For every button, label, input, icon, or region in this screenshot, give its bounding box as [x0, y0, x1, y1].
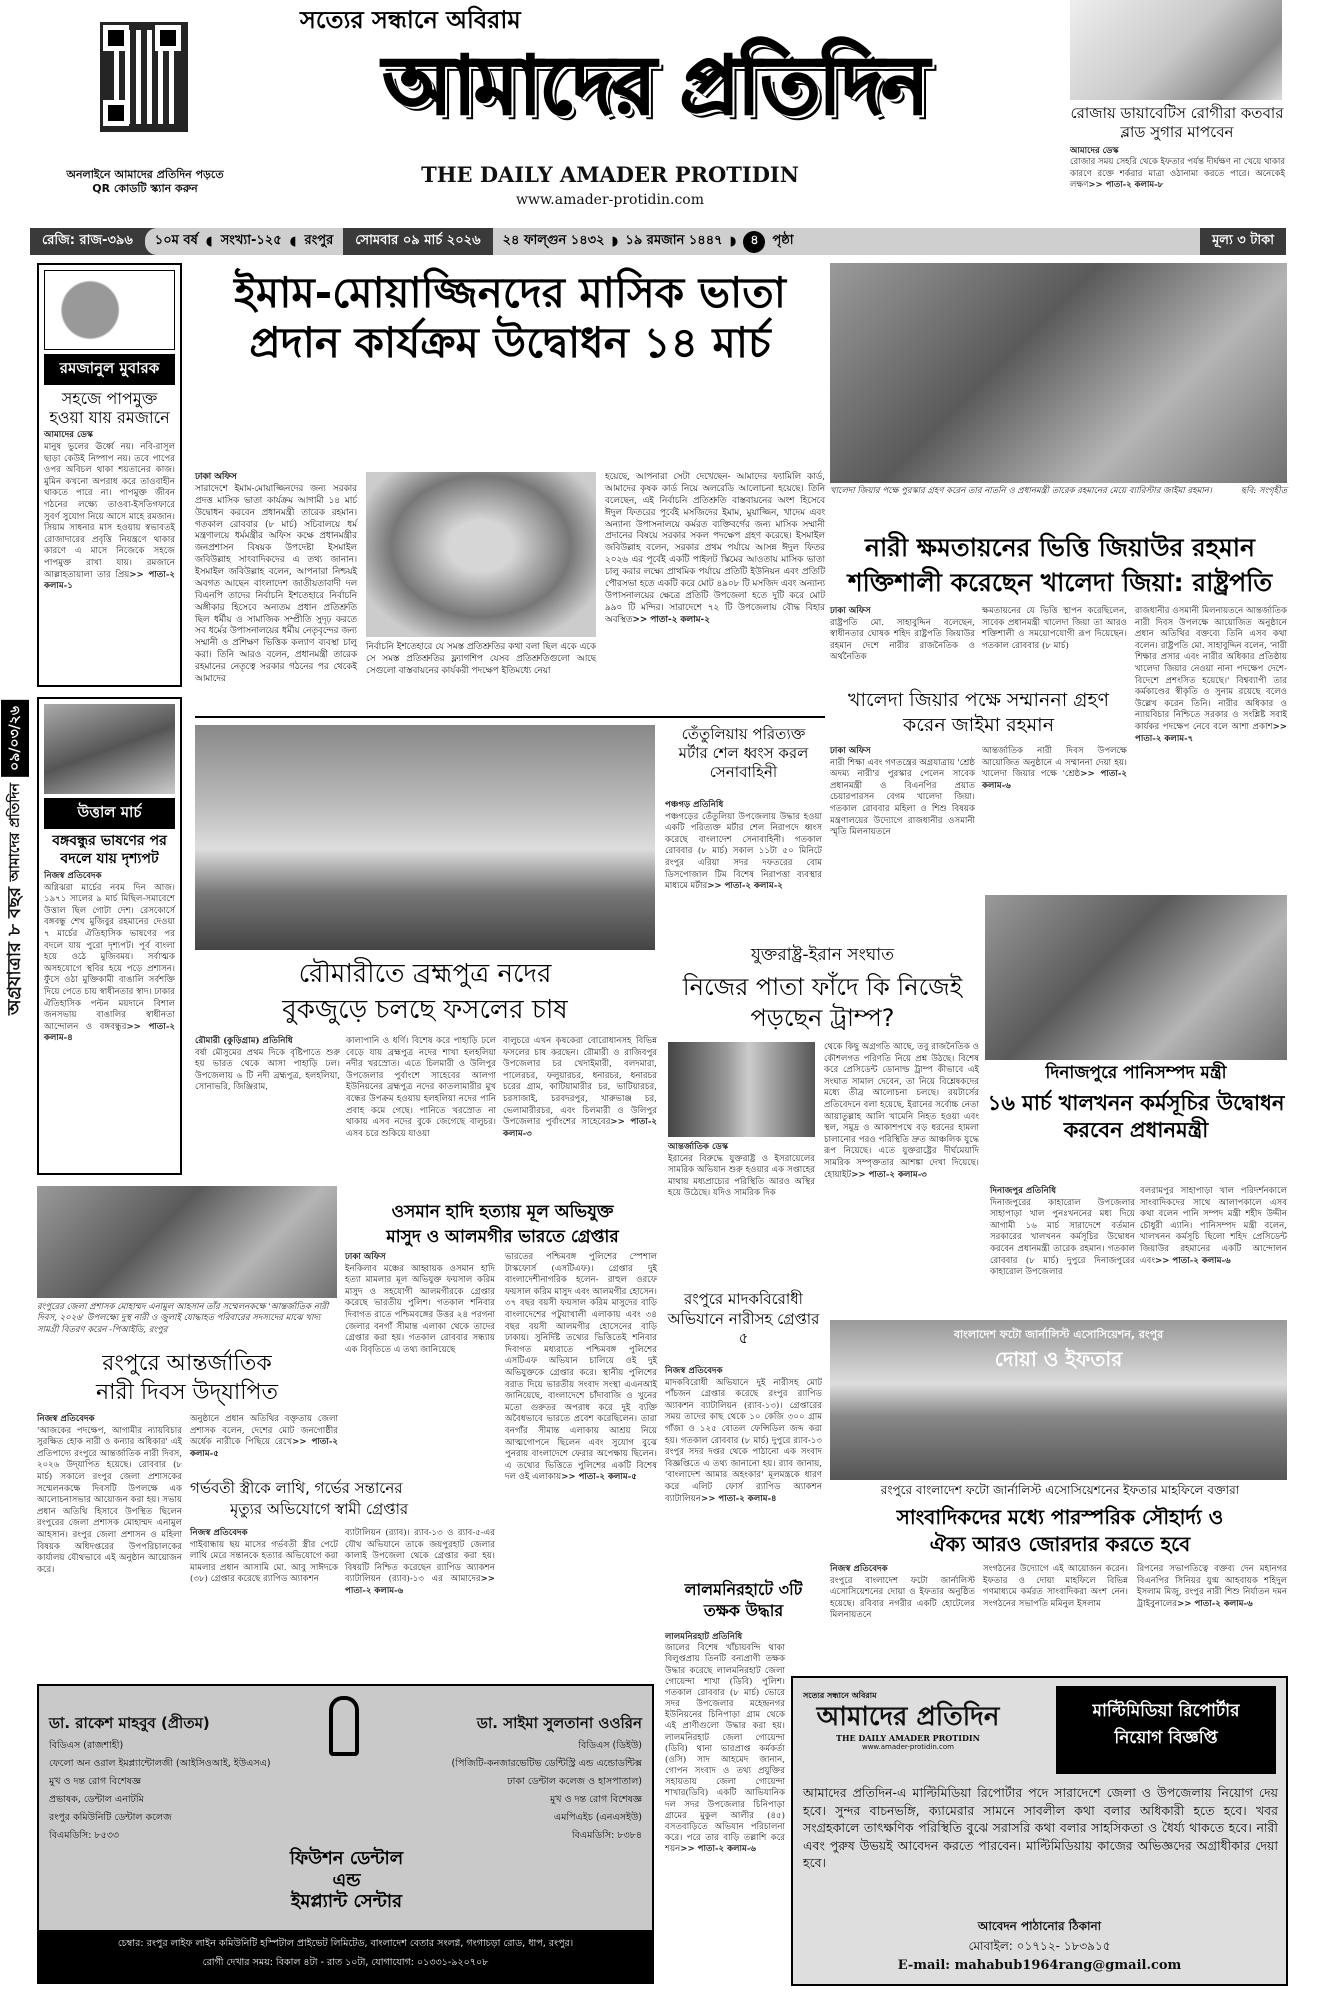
diabetes-photo: [1070, 0, 1282, 100]
byline: নিজস্ব প্রতিবেদক: [665, 1366, 723, 1376]
march-tag: উত্তাল মার্চ: [44, 798, 175, 829]
continued-link[interactable]: >> পাতা-২ কলাম-৬: [1155, 1255, 1231, 1266]
story-text: ব্যাটালিয়ন (র‍্যাব)। র‍্যাব-১৩ ও র‍্যাব-৫-এর যৌথ অভিযানে তাকে জয়পুরহাট জেলার কালাই উপজেলা থেকে গ্রেপ্তার করা হয়। বিষয়টি নিশ্চিত করেছেন র‍্যাপিড অ্যাকশন ব্যাটালিয়ন (র‍্যাব)-১৩ এর আমাদের: [345, 1528, 495, 1585]
byline: নিজস্ব প্রতিবেদক: [830, 1564, 888, 1574]
river-col-3: [503, 1036, 657, 1140]
qr-caption-line: অনলাইনে আমাদের প্রতিদিন পড়তে: [66, 168, 224, 181]
iftar-headline: [830, 1504, 1290, 1558]
pregnant-col-1: [190, 1528, 338, 1586]
continued-link[interactable]: >> পাতা-২ কলাম-৬: [982, 769, 1127, 791]
byline: নিজস্ব প্রতিবেদক: [44, 871, 102, 881]
job-ad-body: আমাদের প্রতিদিন-এ মাল্টিমিডিয়া রিপোর্টার পদে সারাদেশে জেলা ও উপজেলায় নিয়োগ দেয় হবে। সুন্দর বাচনভঙ্গি, ক্যামেরার সামনে সাবলীল কথা বলার অধিকারী হতে হবে। খবর সংগ্রহকালে তাৎক্ষণিক পরিস্থিতি বুঝে সরাসরি কথা বলার সাহসিকতা ও ধৈর্য্য থাকতে হবে। নারী এবং পুরুষ উভয়ই আবেদন করতে পারবেন। মাল্টিমিডিয়ায় কাজের অভিজ্ঞদের অগ্রাধীকার দেয়া হবে।: [803, 1785, 1278, 1870]
continued-link[interactable]: >> পাতা-২ কলাম-৬: [345, 1574, 495, 1596]
continued-link[interactable]: >> পাতা-২ কলাম-৫: [190, 1437, 338, 1459]
trump-kicker: যুক্তরাষ্ট্র-ইরান সংঘাত: [751, 945, 894, 965]
story-text: মানুষ ভুলের ঊর্ধ্বে নয়। নবি-রাসূল ছাড়া কেউই নিষ্পাপ নয়। তবে পাপের ওপর অবিচল থাকা শয়তানের কাজ। মুমিন কখনো অপরাধ করে তাওবাহীন থাকতে পারে না। পাপমুক্ত জীবন গঠনের লক্ষ্যে তাওবা-ইসতিগফারে সুবর্ণ সুযোগ নিয়ে আসে মাহে রমজান। সিয়াম সাধনার মাস হওয়ায় স্বভাবতই রোজাদারের প্রবৃত্তি নিয়ন্ত্রণে থাকার কারণে এ মাসে নিজেকে সহজে পাপমুক্ত রাখা যায়। রমজানে আল্লাহতায়ালা তার প্রিয়: [44, 441, 175, 580]
iftar-kicker: রংপুরে বাংলাদেশ ফটো জার্নালিস্ট এসোসিয়েশনের ইফতার মাহফিলে বক্তারা: [880, 1483, 1240, 1497]
womens-day-col-2: [190, 1414, 338, 1460]
qr-corner-icon: [155, 25, 181, 51]
iftar-headline-line: ঐক্য আরও জোরদার করতে হবে: [929, 1532, 1191, 1556]
story-text: আন্তর্জাতিক নারী দিবস উপলক্ষে আয়োজিত অনুষ্ঠানে এ সম্মাননা দেয়া হয়। খালেদা জিয়ার পক্ষে 'শ্রেষ্ঠ: [982, 746, 1127, 780]
story-text: রাষ্ট্রপতি মো. সাহাবুদ্দিন বলেছেন, স্বাধীনতার ঘোষক শহিদ রাষ্ট্রপতি জিয়াউর রহমান দেশে নারীর রাজনৈতিক ও অর্থনৈতিক: [830, 617, 975, 663]
slogan: সত্যের সন্ধানে অবিরাম: [300, 5, 521, 34]
qr-caption-line: QR কোডটি স্ক্যান করুন: [92, 182, 198, 196]
story-text: মাদকবিরোধী অভিযানে দুই নারীসহ মোট পাঁচজন গ্রেপ্তার করেছে রংপুর র‍্যাপিড অ্যাকশন ব্যাটালিয়ন (র‍্যাব-১৩)। গ্রেপ্তারের সময় তাদের কাছ থেকে ১০ কেজি ৩০০ গ্রাম গাঁজা ও ১২৫ বোতল ফেন্সিডিল জব্দ করা হয়। গতকাল রোববার (৮ মার্চ) দুপুরে র‍্যাব-১৩ রংপুর সদর দপ্তর থেকে পাঠানো এক সংবাদ বিজ্ঞপ্তিতে এ তথ্য জানানো হয়। র‍্যাব জানায়, 'বাংলাদেশ আমার অহংকার' মূলমন্ত্রকে ধারণ করে এলিট ফোর্স র‍্যাপিড অ্যাকশন ব্যাটালিয়ন: [665, 1377, 822, 1504]
separator: ◗: [729, 234, 737, 249]
story-text: গাইবান্ধায় ছয় মাসের গর্ভবতী স্ত্রীর পেটে লাথি মেরে সন্তানকে হত্যার অভিযোগে করা মামলার প্রধান আসামি মো. আবু সাঈদকে (৩৮) গ্রেপ্তার করেছে র‍্যাপিড অ্যাকশন: [190, 1539, 338, 1585]
doctor-1: [49, 1712, 319, 1845]
story-text: সারাদেশে ইমাম-মোয়াজ্জিনদের জন্য সরকার প্রদত্ত মাসিক ভাতা কার্যক্রম আগামী ১৪ মার্চ উদ্বোধন করবেন প্রধানমন্ত্রী তারেক রহমান। গতকাল রোববার (৮ মার্চ) সচিবালয়ে ধর্ম মন্ত্রণালয়ে ধর্মমন্ত্রীর অফিস কক্ষে প্রধানমন্ত্রীর জনপ্রশাসন বিষয়ক উপদেষ্টা ইসমাইল জবিউল্লাহ সাংবাদিকদের এ তথ্য জানান। ইসমাইল জবিউল্লাহ বলেন, আপনারা নিশ্চয়ই অবগত আছেন বাংলাদেশ জাতীয়তাবাদী দল বিএনপি তাদের নির্বাচনি ইশতেহারে নির্বাচনি অঙ্গীকার হিসেবে অন্যতম প্রধান প্রতিশ্রুতি ছিল ধর্মীয় ও সামাজিক সম্প্রীতি সুদৃঢ় করতে সব ধর্মের উপাসনালয়ের ধর্মীয় নেতৃবৃন্দের জন্য সম্মানী ও প্রশিক্ষণ ভিত্তিক কল্যাণ ব্যবস্থা চালু করা। তিনি আরও বলেন, প্রধানমন্ত্রী তারেক রহমানের নেতৃত্বে সরকার গঠনের পর থেকেই আমাদের: [195, 483, 357, 684]
hijri-date: ১৯ রমজান ১৪৪৭: [625, 233, 723, 248]
pregnant-headline-line: গর্ভবতী স্ত্রীকে লাথি, গর্ভের সন্তানের: [190, 1479, 403, 1497]
info-bar: [30, 228, 1286, 255]
separator: ◗: [611, 234, 619, 249]
jaima-col-2: [982, 746, 1127, 792]
qr-caption: [30, 168, 260, 197]
story-text: হয়েছে, আপনারা সেটা দেখেছেন- আমাদের ফ্যামিলি কার্ড, আমাদের কৃষক কার্ড নিয়ে অলরেডি আলোচনা হয়েছে। তিনি বলেছেন, এই নির্বাচনি প্রতিশ্রুতি বাস্তবায়নের অংশ হিসেবে ঈদুল ফিতরের পূর্বেই মসজিদের ইমাম, মুয়াজ্জিন, খাদেম এবং অন্যান্য উপাসনালয়ে কর্মরত ব্যক্তিবর্গের জন্য মাসিক সম্মানী প্রদানের বিষয়ে সরকার সকল পদক্ষেপ গ্রহণ করেছে। ইসমাইল জবিউল্লাহ বলেন, সরকার প্রথম পর্যায়ে আসন্ন ঈদুল ফিতর ২০২৬ এর পূর্বেই একটি পাইলট স্কিমের আওতায় মাসিক ভাতা চালু করার লক্ষ্যে প্রাথমিক পর্যায়ে প্রতিটি ইউনিয়ন এবং প্রতিটি পৌরসভা হতে একটি করে মোট ৪৯০৮ টি মসজিদ এবং অন্যান্য উপাসনালয়ের ক্ষেত্রে প্রতিটি উপজেলা হতে দুটি করে মোট ৯৯০ টি মন্দির। সারাদেশে ৭২ টি উপজেলায় বৌদ্ধ বিহার অবস্থিত: [605, 472, 825, 625]
job-title-line: নিয়োগ বিজ্ঞপ্তি: [1114, 1728, 1218, 1749]
volume-year: ১০ম বর্ষ: [154, 233, 198, 248]
side-strip-brand: আমাদের প্রতিদিন: [7, 782, 23, 882]
story-text: বর্ষা মৌসুমের প্রথম দিকে বৃষ্টিপাতে শুরু হয় ভারত থেকে আসা পাহাড়ি ঢল। উপজেলায় ৬ টি নদী ব্রহ্মপুত্র, হলহলিয়া, সোনাভরি, জিঞ্জিরাম,: [195, 1047, 340, 1093]
credential-line: বিএমডিসি: ৮৫৩৩: [49, 1830, 120, 1842]
dental-ad[interactable]: [37, 1684, 654, 1984]
jaima-headline: খালেদা জিয়ার পক্ষে সম্মাননা গ্রহণ করেন জাইমা রহমান: [847, 689, 1109, 736]
visiting-hours: রোগী দেখার সময়: বিকাল ৪টা - রাত ১০টা, যোগাযোগ: ০১৩৩১-৯২০৭০৮: [202, 1957, 489, 1968]
byline: আন্তর্জাতিক ডেস্ক: [668, 1142, 729, 1152]
mosque-crescent-image: [44, 270, 175, 350]
lead-col-3: [605, 472, 825, 626]
mobile-number: মোবাইল: ০১৭১২- ১৮৩৯১৫: [968, 1939, 1111, 1953]
continued-link[interactable]: >> পাতা-২ কলাম-৩: [851, 1169, 927, 1180]
credential-line: বিডিএস (ডিইউ): [578, 1740, 642, 1751]
lead-headline-line: ইমাম-মোয়াজ্জিনদের মাসিক ভাতা: [234, 268, 786, 317]
center-name-line: এন্ড: [332, 1869, 361, 1891]
iftar-col-3: [1137, 1564, 1287, 1610]
credential-line: বিএমডিসি: ৮৩৮৪: [571, 1830, 642, 1842]
diabetes-story: [1070, 146, 1285, 192]
job-ad-box[interactable]: [791, 1676, 1288, 1986]
story-text: অনুষ্ঠানে প্রধান অতিথির বক্তৃতায় জেলা প্রশাসক বলেন, দেশের মোট জনগোষ্ঠীর অর্ধেক নারীকে পিছিয়ে রেখে: [190, 1414, 338, 1448]
zia-col-3: [1135, 606, 1287, 745]
dinajpur-kicker: দিনাজপুরে পানিসম্পদ মন্ত্রী: [1045, 1063, 1227, 1083]
byline: ঢাকা অফিস: [195, 472, 237, 482]
byline: দিনাজপুর প্রতিনিধি: [990, 1186, 1057, 1196]
credential-line: মুখ ও দন্ত রোগ বিশেষজ্ঞ: [49, 1776, 141, 1788]
story-text: রংপুরে বাংলাদেশ ফটো জার্নালিস্ট এসোসিয়েশনের দোয়া ও ইফতার অনুষ্ঠিত হয়েছে। রবিবার নগরীর একটি হোটেলের মিলনায়তনে: [830, 1575, 975, 1621]
continued-link[interactable]: >> পাতা-২ কলাম-৪: [701, 1493, 777, 1504]
story-text: ক্ষমতায়নের যে ভিত্তি স্থাপন করেছিলেন, সাবেক প্রধানমন্ত্রী খালেদা জিয়া তা আরও শক্তিশালী ও সময়োপযোগী রূপ দিয়েছেন। গতকাল রোববার (৮ মার্চ): [982, 606, 1127, 651]
english-title: THE DAILY AMADER PROTIDIN: [421, 162, 799, 187]
byline: ঢাকা অফিস: [345, 1252, 386, 1262]
job-ad-logo-text: আমাদের প্রতিদিন: [816, 1702, 1000, 1732]
job-ad-title: [1056, 1686, 1276, 1774]
brahmaputra-river-photo: [195, 725, 655, 950]
city: রংপুর: [304, 233, 334, 248]
trump-col-1: [668, 1142, 815, 1200]
hadi-headline-line: ওসমান হাদি হত্যায় মূল অভিযুক্ত: [391, 1202, 614, 1222]
bangla-date: ২৪ ফাল্গুন ১৪৩২: [502, 233, 605, 248]
story-text: জালের বিশেষ খাঁচায়বন্দি থাকা বিলুপ্তপ্রায় তিনটি বন্যপ্রাণী তক্ষক উদ্ধার করেছে লালমনিরহাট জেলা গোয়েন্দা শাখা (ডিবি) পুলিশ। গতকাল রোববার (৮ মার্চ) ভোরে সদর উপজেলার মহেন্দ্রনগর ইউনিয়নের চিনিপাড়া গ্রাম থেকে এই প্রাণীগুলো উদ্ধার করা হয়। লালমনিরহাট জেলা গোয়েন্দা (ডিবি) থানা ভারপ্রাপ্ত কর্মকর্তা (ওসি) সাদ আহমেদ জানান, গোপন সংবাদ ও তথ্য প্রযুক্তির সহায়তায় জেলা গোয়েন্দা শাখার(ডিবি) একটি আভিযানিক দল সদর উপজেলার চিনিপাড়া গ্রামের মুকুল আলীর (৪৫) বসতবাড়িতে অভিযান পরিচালনা করে। পরে তার বাড়ি তল্লাশি করে শয়ন: [665, 1643, 785, 1855]
womens-day-caption: [37, 1302, 337, 1336]
info-bar-light: [493, 228, 1201, 255]
continued-link[interactable]: >> পাতা-২ কলাম-৮: [1088, 180, 1164, 191]
story-text: থেকে কিছু অগ্রগতি আছে, তবু রাজনৈতিক ও কৌশলগত পরিণতি নিয়ে প্রশ্ন উঠছে। বিশেষ করে প্রেসিডেন্ট ডোনাল্ড ট্রাম্প কীভাবে এই সংঘাত সামাল দেবেন, তা নিয়ে বিশ্লেষকদের মধ্যে তীব্র আলোচনা চলছে। রয়টার্সের প্রতিবেদনে বলা হয়েছে, ইরানের সর্বোচ্চ নেতা আয়াতুল্লাহ আলি খামেনি নিহত হওয়া এবং স্থল, সমুদ্র ও আকাশপথে বড় ধরনের হামলা চালানোর পরও পরিস্থিতি দ্রুত আঞ্চলিক যুদ্ধে রূপ নিয়েছে। এতে যুক্তরাষ্ট্রের দীর্ঘমেয়াদি সামরিক সম্পৃক্ততার আশঙ্কা দেখা দিয়েছে। হোয়াইট: [824, 1042, 979, 1180]
trump-col-2: [824, 1042, 979, 1181]
photo-credit: -পিআইডি, রংপুর: [109, 1324, 168, 1335]
hadi-headline: [345, 1200, 660, 1249]
womens-day-headline-line: নারী দিবস উদ্‌যাপিত: [95, 1379, 278, 1405]
lead-headline-line: প্রদান কার্যক্রম উদ্বোধন ১৪ মার্চ: [249, 318, 771, 368]
hadi-col-1: [345, 1252, 495, 1356]
job-ad-english: THE DAILY AMADER PROTIDIN: [836, 1732, 980, 1743]
pages-label: পৃষ্ঠা: [772, 233, 794, 248]
story-text: ভারতের পশ্চিমবঙ্গ পুলিশের স্পেশাল টাস্কফোর্স (এসটিএফ)। গ্রেপ্তার দুই বাংলাদেশীনাগরিক হলেন- রাহুল ওরফে ফয়সাল করিম মাসুদ এবং আলমগীর হোসেন। ৩৭ বছর বয়সী ফয়সাল করিম মাসুদের বাড়ি বাংলাদেশের পটুয়াখালী এলাকায় এবং ৩৪ বছর বয়সী আলমগীর হোসেনের বাড়ি ঢাকায়। সুনির্দিষ্ট তথ্যের ভিত্তিতেই শনিবার দিবাগত মধ্যরাতে পশ্চিমবঙ্গ পুলিশের এসটিএফ অভিযান চালিয়ে ওই দুই অভিযুক্তকে গ্রেপ্তার করে। স্থানীয় পুলিশের বরাত দিয়ে ভারতীয় সংবাদ সংস্থা এএনআই জানিয়েছে, বাংলাদেশে চাঁদাবাজি ও খুনের মতো গুরুতর অপরাধ করে দুই ব্যক্তি অবৈধভাবে ভারতে প্রবেশ করেছিলেন। তারা বনগাঁর সীমান্ত এলাকায় আশ্রয় নিয়ে আত্মগোপনে ছিলেন এবং সুযোগ বুঝে পুনরায় বাংলাদেশে ফেরার অপেক্ষায় ছিলেন। এ তথ্যের ভিত্তিতে পুলিশের একটি বিশেষ দল ওই এলাকায়: [505, 1252, 657, 1483]
zia-headline-line: নারী ক্ষমতায়নের ভিত্তি জিয়াউর রহমান: [865, 533, 1255, 562]
price: মূল্য ৩ টাকা: [1212, 233, 1274, 248]
date: সোমবার ০৯ মার্চ ২০২৬: [355, 233, 481, 248]
byline: ঢাকা অফিস: [830, 746, 871, 756]
tooth-icon: [329, 1696, 359, 1756]
info-bar-light: [145, 228, 343, 255]
march-headline: বঙ্গবন্ধুর ভাষণের পর বদলে যায় দৃশ্যপট: [52, 833, 167, 867]
byline: রৌমারী (কুড়িগ্রাম) প্রতিনিধি: [195, 1036, 293, 1046]
tokay-headline: লালমনিরহাটে ৩টি তক্ষক উদ্ধার: [684, 1580, 803, 1620]
river-headline-line: বুকজুড়ে চলছে ফসলের চাষ: [282, 995, 568, 1026]
continued-link[interactable]: >> পাতা-২ কলাম-১: [44, 569, 175, 592]
doctor-1-name: ডা. রাকেশ মাহবুব (প্রীতম): [49, 1714, 210, 1732]
pregnant-col-2: [345, 1528, 495, 1598]
chamber-address: চেম্বার: রংপুর লাইফ লাইন কমিউনিটি হস্পিটাল প্রাইভেট লিমিটেড, বাংলাদেশ বেতার সংলগ্ন, গংগাচড়া রোড, ধাপ, রংপুর।: [117, 1938, 574, 1949]
iftar-banner-sub: দোয়া ও ইফতার: [994, 1347, 1123, 1371]
credential-line: ঢাকা ডেন্টাল কলেজ ও হাসপাতাল): [507, 1776, 642, 1788]
credential-line: বিডিএস (রাজশাহী): [49, 1740, 124, 1751]
iftar-banner-text: বাংলাদেশ ফটো জার্নালিস্ট এসোসিয়েশন, রংপুর: [953, 1328, 1164, 1341]
ramadan-story: [44, 430, 175, 592]
ramadan-box: [37, 263, 182, 687]
minister-press-photo: [985, 895, 1287, 1060]
issue-number: সংখ্যা-১২৫: [220, 233, 282, 248]
page-count: ৪: [743, 231, 765, 253]
continued-link[interactable]: >> পাতা-২ কলাম-৬: [680, 1844, 756, 1855]
womens-day-headline: [37, 1350, 337, 1407]
doctor-2-credentials: [382, 1737, 642, 1845]
photo-credit: ছবি: সংগৃহীত: [1241, 486, 1287, 496]
river-headline-line: রৌমারীতে ব্রহ্মপুত্র নদের: [298, 959, 552, 989]
zia-headline: [830, 530, 1290, 600]
byline: নিজস্ব প্রতিবেদক: [37, 1414, 95, 1424]
continued-link[interactable]: >> পাতা-২ কলাম-৪: [44, 1021, 175, 1044]
credential-line: ফেলো অন ওরাল ইমপ্ল্যান্টোলজী (আইসিওআই, ইউএসএ): [49, 1758, 271, 1770]
story-text: সংগঠনের উদ্যোগে এই আয়োজন করেন। ইফতার ও দোয়া মাহফিলে বিভিন্ন গণমাধ্যমে কর্মরত সাংবাদিকরা অংশ নেন। সংগঠনের সভাপতি মমিনুল ইসলাম: [983, 1564, 1128, 1609]
trump-headline: নিজের পাতা ফাঁদে কি নিজেই পড়ছেন ট্রাম্প?: [682, 973, 963, 1033]
story-text: বলরামপুর সাহাপাড়া খাল পরিদর্শনকালে সাংবাদিকদের সাথে আলাপকালে এসব কথা বলেন পানি সম্পদ মন্ত্রী শহীদ উদ্দীন চৌধুরী এ্যানি। পানিসম্পদ মন্ত্রী বলেন, খালখনন কর্মসূচি ছিলো শহিদ প্রেসিডেন্ট জিয়াউর রহমানের একটি আন্দোলন এবং: [1140, 1186, 1287, 1266]
award-photo-caption: [830, 486, 1287, 497]
continued-link[interactable]: >> পাতা-২ কলাম-২: [632, 614, 710, 625]
byline: আমাদের ডেস্ক: [1070, 146, 1119, 156]
story-text: দিনাজপুরের কাহারোল উপজেলার সাহাপাড়া খাল পুনঃখননের মধ্য দিয়ে আগামী ১৬ মার্চ সারাদেশে বর্তমান সরকারের খালখনন কর্মসূচির উদ্বোধন করবেন প্রধানমন্ত্রী তারেক রহমান। গতকাল রোববার (৮ মার্চ) দুপুরে দিনাজপুরের কাহারোল উপজেলার: [990, 1197, 1135, 1278]
credential-line: এমপিএইচ (এনএসইউ): [553, 1812, 642, 1824]
website-link[interactable]: www.amader-protidin.com: [515, 192, 704, 208]
separator: ◖: [205, 234, 213, 249]
job-ad-contact: [793, 1918, 1286, 1973]
continued-link[interactable]: >> পাতা-২ কলাম-২: [707, 881, 783, 892]
liberation-flag-image: [44, 704, 175, 794]
pregnant-headline-line: মৃত্যুর অভিযোগে স্বামী গ্রেপ্তার: [230, 1500, 409, 1518]
story-text: রাজধানীর ওসমানী মিলনায়তনে আন্তর্জাতিক নারী দিবস উপলক্ষে আয়োজিত অনুষ্ঠানে প্রধান অতিথির বক্তব্যে তিনি এসব কথা বলেন। রাষ্ট্রপতি মো. সাহাবুদ্দিন বলেন, 'নারী শিক্ষার প্রসার এবং নারীর অধিকার প্রতিষ্ঠায় খালেদা জিয়ার নেওয়া নানা পদক্ষেপ দেশে-বিদেশে প্রশংসিত হয়েছে।' বিশ্বব্যাপী তার কর্মকাণ্ডের স্বীকৃতি ও সুনাম রয়েছে বলেও উল্লেখ করেন তিনি। নারীর অধিকার ও ন্যায়বিচার নিশ্চিতে সরকার ও সংশ্লিষ্ট সবাই কার্যকর পদক্ষেপ নেবে বলে আশা প্রকাশ: [1135, 606, 1287, 732]
ramadan-headline: সহজে পাপমুক্ত হওয়া যায় রমজানে: [49, 389, 170, 428]
credential-line: মুখ ও দন্ত রোগ বিশেষজ্ঞ: [550, 1794, 642, 1806]
drug-headline: রংপুরে মাদকবিরোধী অভিযানে নারীসহ গ্রেপ্তার ৫: [667, 1290, 820, 1347]
registration: রেজি: রাজ-৩৯৬: [42, 233, 133, 248]
story-text: 'আজকের পদক্ষেপ, আগামীর ন্যায়বিচার সুরক্ষিত হোক নারী ও কন্যার অধিকার' এই প্রতিপাদ্যে রংপুরে আন্তর্জাতিক নারী দিবস, ২০২৬ উদ্‌যাপিত হয়েছে। রোববার (৮ মার্চ) সকালে রংপুর জেলা প্রশাসকের সম্মেলনকক্ষে দিবসটি উপলক্ষে এক আলোচনাসভার আয়োজন করা হয়। সভায় প্রধান অতিথি হিসাবে উপস্থিত ছিলেন রংপুরের জেলা প্রশাসক মোহাম্মদ এনামুল আহসান। রংপুর জেলা প্রশাসন ও মহিলা বিষয়ক অধিদপ্তরের উপপরিচালকের কার্যালয় যৌথভাবে এই অনুষ্ঠান আয়োজন করে।: [37, 1425, 182, 1575]
diabetes-headline: রোজায় ডায়াবেটিস রোগীরা কতবার ব্লাড সুগার মাপবেন: [1070, 104, 1284, 141]
womens-day-photo: [37, 1186, 337, 1298]
lead-col-1: [195, 472, 357, 686]
byline: লালমনিরহাট প্রতিনিধি: [665, 1632, 743, 1642]
dinajpur-col-1: [990, 1186, 1135, 1279]
hadi-col-2: [505, 1252, 657, 1484]
river-col-2: [346, 1036, 496, 1140]
story-text: বালুচরে এখন কৃষকেরা বোরোধানসহ বিভিন্ন ফসলের চাষ করছেন। রৌমারী ও রাজিবপুর উপজেলার চর খেদাইমারী, বলদমারা, পালেরচর, ফলুয়ারচর, ধনারচর, ধনারচর চরের গ্রাম, কাটিয়ামারীর চর, ভাটিয়ারচর, চরসাজাই, চরবদরপুর, খারুভাঞ্জ চর, ভেলামারীরচর, এবং চিলমারী ও উলিপুর উপজেলার পুর্বাংশের সাহেবের: [503, 1036, 657, 1128]
email-address[interactable]: E-mail: mahabub1964rang@gmail.com: [897, 1958, 1182, 1973]
dinajpur-col-2: [1140, 1186, 1287, 1267]
newspaper-logo: আমাদের প্রতিদিন: [382, 39, 928, 132]
job-ad-slogan: সত্যের সন্ধানে অবিরাম: [803, 1691, 877, 1700]
qr-corner-icon: [103, 100, 129, 126]
iftar-headline-line: সাংবাদিকদের মধ্যে পারস্পরিক সৌহার্দ্য ও: [896, 1505, 1224, 1529]
river-col-1: [195, 1036, 340, 1094]
story-text: নারী শিক্ষা এবং গণতন্ত্রের অগ্রযাত্রায় 'শ্রেষ্ঠ অদম্য নারী'র পুরস্কার পেলেন সাবেক প্রধানমন্ত্রী ও বিএনপির প্রয়াত চেয়ারপারসন বেগম খালেদা জিয়া। গতকাল রোববার মহিলা ও শিশু বিষয়ক মন্ত্রণালয়ের উদ্যোগে রাজধানীর ওসমানী স্মৃতি মিলনায়তনে: [830, 757, 975, 838]
address-label: আবেদন পাঠানোর ঠিকানা: [977, 1919, 1102, 1933]
byline: নিজস্ব প্রতিবেদক: [190, 1528, 248, 1538]
separator: ◖: [289, 234, 297, 249]
center-name-line: ফিউশন ডেন্টাল: [289, 1848, 404, 1869]
story-text: নির্বাচনি ইশতেহারে যে সমস্ত প্রতিশ্রুতির কথা বলা ছিল একে একে সে সমস্ত প্রতিশ্রুতির ফ্ল্যাগশিপ যেসব প্রতিশ্রুতিগুলো আছে সেগুলো বাস্তবায়নের কার্যকরী পদক্ষেপ ইতিমধ্যে নেয়া: [366, 642, 596, 676]
ramadan-tag: রমজানুল মুবারক: [44, 354, 175, 385]
drug-story: [665, 1366, 822, 1505]
divider: [195, 716, 825, 718]
mortar-story: [665, 800, 822, 893]
iftar-col-2: [983, 1564, 1128, 1610]
dinajpur-headline: ১৬ মার্চ খালখনন কর্মসূচির উদ্বোধন করবেন প্রধানমন্ত্রী: [987, 1091, 1285, 1143]
continued-link[interactable]: >> পাতা-২ কলাম-৫: [561, 1472, 637, 1483]
doctor-1-credentials: [49, 1737, 319, 1845]
iftar-photo: [830, 1320, 1287, 1480]
pregnant-headline: [190, 1478, 495, 1520]
hadi-headline-line: মাসুদ ও আলমগীর ভারতে গ্রেপ্তার: [386, 1226, 619, 1247]
tarique-rahman-photo: [366, 472, 596, 637]
doctor-2: [382, 1712, 642, 1845]
river-headline: [195, 956, 655, 1029]
iftar-col-1: [830, 1564, 975, 1622]
story-text: কালাপানি ও ধর্ণি। বিশেষ করে পাহাড়ি ঢলে বেড়ে যায় ব্রহ্মপুত্র নদের শাখা হলহলিয়া নদীর খরস্রোত। এতে চিলমারী ও উলিপুর উপজেলার পুর্বাংশে সাহেবের আলগা ইউনিয়নের ব্রহ্মপুত্র নদের কাতলামারীর মুখ বন্ধের উপক্রম হওয়ায় হলহলিয়া নদের পানি প্রবাহ কমে গেছে। পানিতে খরস্রোত না থাকায় এসব নদের বুকে জেগেছে বালুচর। এসব চরে শুকিয়ে যাওয়া: [346, 1036, 496, 1139]
dental-center-name: [214, 1848, 479, 1913]
jaima-col-1: [830, 746, 975, 839]
womens-day-headline-line: রংপুরে আন্তর্জাতিক: [102, 1351, 272, 1376]
march-box: [37, 697, 182, 1175]
job-ad-website[interactable]: www.amader-protidin.com: [861, 1742, 954, 1751]
byline: পঞ্চগড় প্রতিনিধি: [665, 800, 724, 810]
story-text: ইরানের বিরুদ্ধে যুক্তরাষ্ট্র ও ইসরায়েলের সামরিক অভিযান শুরু হওয়ার এক সপ্তাহের মাথায় মধ্যপ্রাচ্যের পরিস্থিতি আরও অস্থির হয়ে উঠেছে। যদিও সামরিক দিক: [668, 1153, 815, 1199]
lead-col-2: [366, 642, 596, 678]
story-text: অগ্নিঝরা মার্চের নবম দিন আজ। ১৯৭১ সালের ৯ মার্চ মিছিল-সমাবেশে উত্তাল ছিল গোটা দেশ। রেসকোর্সে বঙ্গবন্ধু শেখ মুজিবুর রহমানের দেওয়া ৭ মার্চের ঐতিহাসিক ভাষণের পর বদলে যায় পুরো দৃশ্যপট। পূর্ব বাংলা হয়ে ওঠে মুজিবময়। সর্বাত্মক অসহযোগে স্থবির হয়ে পড়ে প্রশাসন। ফুঁসে ওঠা মুক্তিকামী বাঙালি সর্বশক্তি দিয়ে পেতে চায় স্বাধীনতার স্বাদ। ঢাকার ঐতিহাসিক পল্টন ময়দানে বিশাল জনসভায় বাঙালির স্বাধীনতা আন্দোলন ও বঙ্গবন্ধুর: [44, 882, 175, 1032]
story-text: রোজার সময় সেহরি থেকে ইফতার পর্যন্ত দীর্ঘক্ষণ না খেয়ে থাকার কারণে রক্তে শর্করার মাত্রা ওঠানামা করতে পারে। অনেকেই লক্ষণ: [1070, 157, 1285, 191]
womens-day-col-1: [37, 1414, 182, 1576]
credential-line: (পিজিটি-কনজারভেটিভ ডেন্টিস্ট্রি এন্ড এন্ডোডন্টিক্স: [451, 1758, 642, 1770]
qr-corner-icon: [103, 25, 129, 51]
byline: আমাদের ডেস্ক: [44, 430, 93, 441]
credential-line: প্রভাষক, ডেন্টাল এনাটমি: [49, 1794, 144, 1806]
story-text: রিপনের সভাপতিত্বে বক্তব্য দেন মহানগর বিএনপির সিনিয়র যুগ্ম আহবায়ক শহিদুল ইসলাম মিজু, রংপুর নারী শিশু নির্যাতন দমন ট্রাইবুনালের: [1137, 1564, 1287, 1609]
doctor-2-name: ডা. সাইমা সুলতানা ওওরিন: [476, 1714, 642, 1732]
credential-line: রংপুর কমিউনিটি ডেন্টাল কলেজ: [49, 1812, 172, 1824]
tokay-story: [665, 1632, 785, 1855]
byline: ঢাকা অফিস: [830, 606, 871, 616]
dental-ad-footer: [39, 1930, 652, 1982]
march-story: [44, 871, 175, 1045]
continued-link[interactable]: >> পাতা-২ কলাম-৬: [1177, 1598, 1253, 1609]
job-ad-logo: [803, 1690, 1013, 1751]
job-title-line: মাল্টিমিডিয়া রিপোর্টার: [1092, 1701, 1240, 1721]
side-strip-date: ০৯/০৩/২৬: [1, 700, 29, 777]
caption-text: খালেদা জিয়ার পক্ষে পুরস্কার গ্রহণ করেন তার নাতনি ও প্রধানমন্ত্রী তারেক রহমানের মেয়ে ব্যারিস্টার জাইমা রহমান।: [830, 486, 1212, 496]
side-strip-text: অগ্রযাত্রার ৮ বছর: [3, 887, 25, 1016]
center-name-line: ইমপ্ল্যান্ট সেন্টার: [291, 1891, 402, 1913]
lead-headline: [195, 268, 825, 369]
mortar-headline: তেঁতুলিয়ায় পরিত্যক্ত মর্টার শেল ধ্বংস করল সেনাবাহিনী: [678, 725, 809, 781]
continued-link[interactable]: >> পাতা-২ কলাম-৩: [503, 1117, 657, 1139]
story-text: পঞ্চগড়ের তেঁতুলিয়া উপজেলায় উদ্ধার হওয়া একটি পরিত্যক্ত মর্টার শেল নিরাপদে ধ্বংস করেছে বাংলাদেশ সেনাবাহিনী। গতকাল রোববার (৮ মার্চ) সকাল ১১টা ৫০ মিনিটে রংপুর এরিয়া সদর দফতরের বোম ডিসপোজাল টিম বিশেষ নিরাপত্তা ব্যবস্থার মাধ্যমে মর্টার: [665, 811, 822, 892]
zia-col-2: [982, 606, 1127, 652]
zia-col-1: [830, 606, 975, 664]
side-strip: [2, 700, 28, 1290]
story-text: ইনকিলাব মঞ্চের আহ্বায়ক ওসমান হাদি হত্যা মামলার মূল অভিযুক্ত ফয়সাল করিম মাসুদ ও সহযোগী আলমগীরকে গ্রেপ্তার করেছে ভারতীয় পুলিশ। গতকাল শনিবার দিবাগত রাতে পশ্চিমবঙ্গের উত্তর ২৪ পরগনা জেলার বনগাঁ সীমান্ত এলাকা থেকে তাদের গ্রেপ্তার করা হয়। গতকাল রোববার সন্ধ্যায় এক বিবৃতিতে এ তথ্য জানিয়েছে: [345, 1263, 495, 1355]
award-ceremony-photo: [830, 263, 1287, 483]
continued-link[interactable]: >> পাতা-২ কলাম-৭: [1135, 721, 1287, 744]
caption-text: রংপুরের জেলা প্রশাসক মোহাম্মদ এনামুল আহসান তাঁর সম্মেলনকক্ষে 'আন্তর্জাতিক নারী দিবস, ২০২৬' উপলক্ষ্যে দুস্থ নারী ও জুলাই যোদ্ধাহত পরিবারের সদস্যদের মাঝে খাদ্য সামগ্রী বিতরণ করেন: [37, 1302, 329, 1335]
zia-headline-line: শক্তিশালী করেছেন খালেদা জিয়া: রাষ্ট্রপতি: [847, 568, 1273, 597]
trump-photo: [668, 1042, 815, 1137]
